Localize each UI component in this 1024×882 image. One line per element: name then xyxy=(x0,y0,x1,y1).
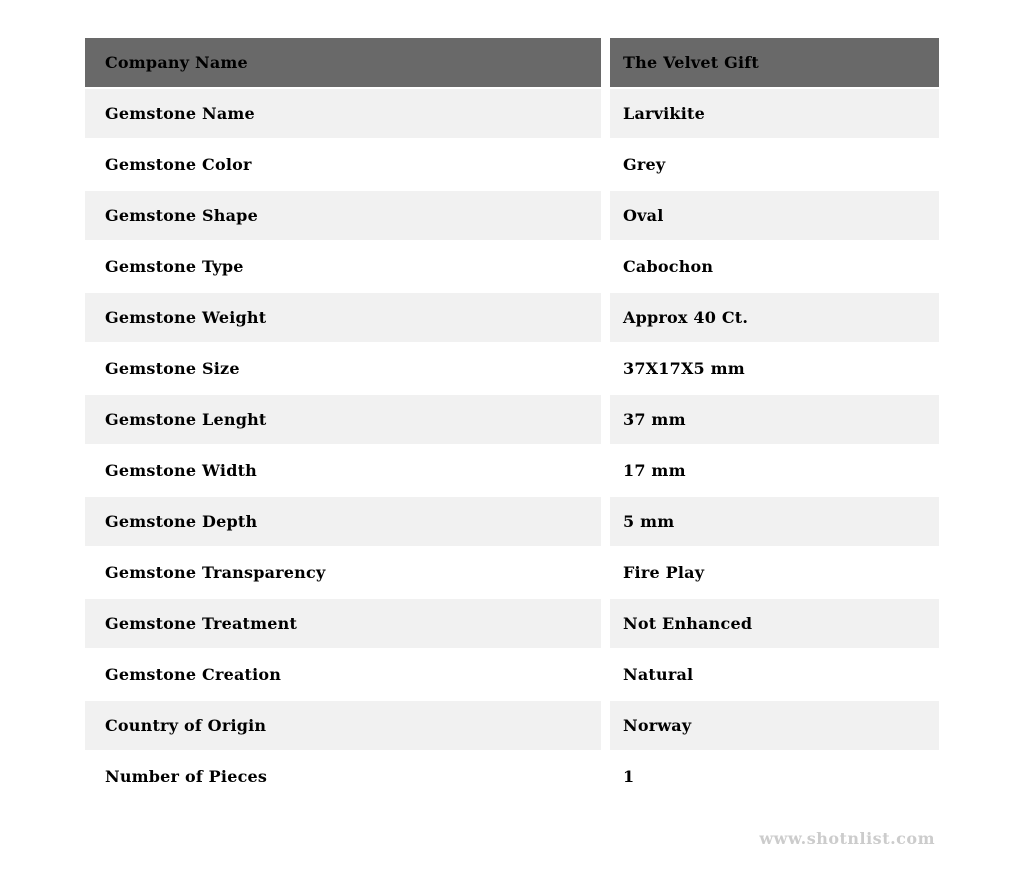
table-row xyxy=(85,497,939,548)
spec-value: 37X17X5 mm xyxy=(601,344,939,395)
table-row xyxy=(85,599,939,650)
spec-value: Grey xyxy=(601,140,939,191)
spec-label: Gemstone Size xyxy=(85,344,601,395)
table-row xyxy=(85,191,939,242)
table-row xyxy=(85,89,939,140)
spec-value: 5 mm xyxy=(601,497,939,548)
spec-value: Approx 40 Ct. xyxy=(601,293,939,344)
spec-label: Gemstone Lenght xyxy=(85,395,601,446)
website-text: www.shotnlist.com xyxy=(759,829,935,848)
spec-label: Gemstone Width xyxy=(85,446,601,497)
table-row xyxy=(85,752,939,803)
table-row xyxy=(85,140,939,191)
table-row xyxy=(85,395,939,446)
spec-label: Gemstone Shape xyxy=(85,191,601,242)
spec-label: Gemstone Depth xyxy=(85,497,601,548)
gemstone-spec-table xyxy=(85,38,939,803)
header-label-company-name: Company Name xyxy=(85,38,601,89)
spec-label: Gemstone Creation xyxy=(85,650,601,701)
spec-value: Norway xyxy=(601,701,939,752)
spec-value: 37 mm xyxy=(601,395,939,446)
spec-label: Number of Pieces xyxy=(85,752,601,803)
spec-label: Gemstone Color xyxy=(85,140,601,191)
table-row xyxy=(85,242,939,293)
spec-value: Not Enhanced xyxy=(601,599,939,650)
table-row xyxy=(85,446,939,497)
spec-value: Larvikite xyxy=(601,89,939,140)
header-value-company-name: The Velvet Gift xyxy=(601,38,939,89)
spec-value: 17 mm xyxy=(601,446,939,497)
table-row xyxy=(85,701,939,752)
spec-value: Cabochon xyxy=(601,242,939,293)
table-row xyxy=(85,293,939,344)
spec-label: Gemstone Type xyxy=(85,242,601,293)
spec-label: Gemstone Name xyxy=(85,89,601,140)
footer-watermark xyxy=(85,829,935,848)
spec-label: Gemstone Treatment xyxy=(85,599,601,650)
spec-label: Gemstone Weight xyxy=(85,293,601,344)
table-header-row xyxy=(85,38,939,89)
spec-value: Fire Play xyxy=(601,548,939,599)
table-row xyxy=(85,344,939,395)
table-row xyxy=(85,650,939,701)
spec-value: Natural xyxy=(601,650,939,701)
table-row xyxy=(85,548,939,599)
spec-value: Oval xyxy=(601,191,939,242)
gemstone-spec-sheet xyxy=(85,38,939,803)
spec-label: Gemstone Transparency xyxy=(85,548,601,599)
spec-label: Country of Origin xyxy=(85,701,601,752)
spec-value: 1 xyxy=(601,752,939,803)
